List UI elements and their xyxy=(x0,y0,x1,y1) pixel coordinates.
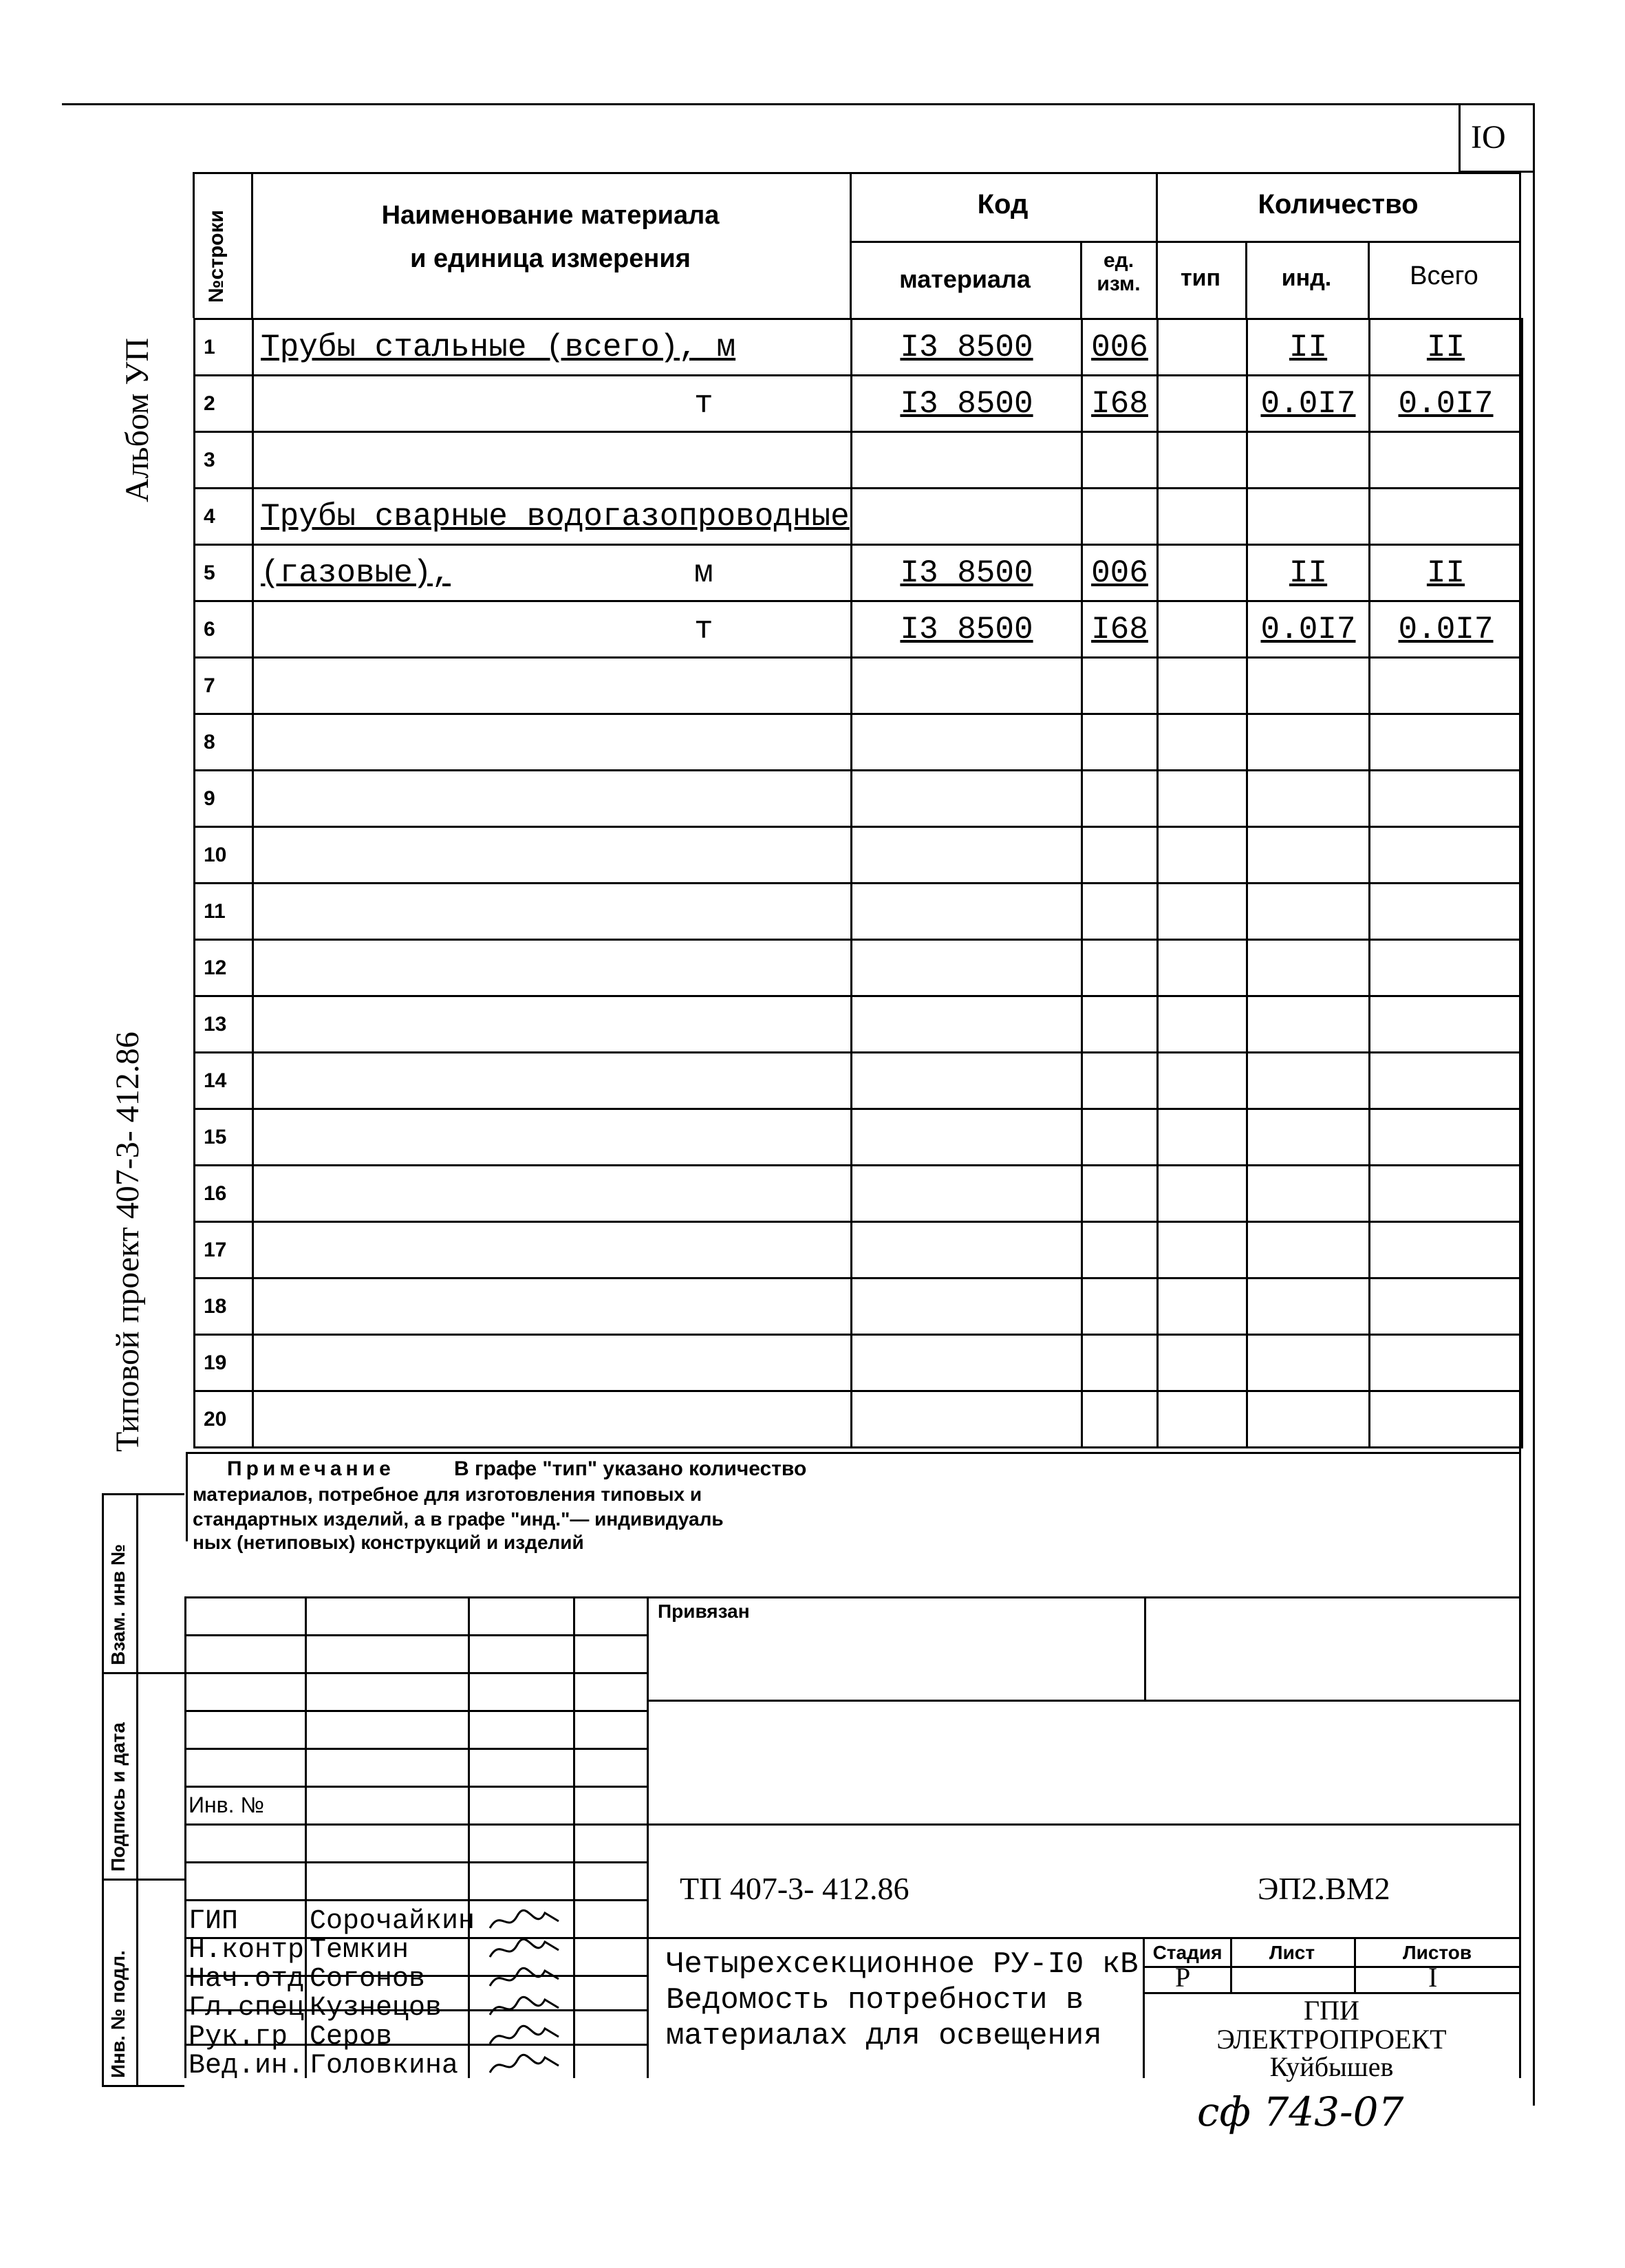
qty-ind-cell xyxy=(1247,940,1370,996)
qty-ind-cell: II xyxy=(1247,319,1370,376)
material-code-cell xyxy=(852,1279,1082,1335)
qty-ind-cell xyxy=(1247,1109,1370,1166)
left-margin-stamp xyxy=(102,1493,184,2085)
qty-total-cell xyxy=(1370,827,1522,884)
unit-code-cell xyxy=(1082,940,1158,996)
sheets-label: Листов xyxy=(1402,1942,1472,1963)
unit-code-cell xyxy=(1082,1109,1158,1166)
qty-total-cell xyxy=(1370,432,1522,489)
material-code-cell: I3 8500 xyxy=(852,319,1082,376)
table-row xyxy=(195,545,1522,601)
handwritten-archive-number: сф 743-07 xyxy=(1197,2088,1404,2135)
qty-type-cell xyxy=(1158,1109,1247,1166)
signatory-name: Сорочайкин xyxy=(310,1906,475,1937)
material-name-cell xyxy=(253,940,852,996)
material-code-cell: I3 8500 xyxy=(852,601,1082,658)
table-row xyxy=(195,1279,1522,1335)
materials-table xyxy=(193,318,1523,1448)
qty-ind-cell xyxy=(1247,1279,1370,1335)
qty-total-cell xyxy=(1370,1391,1522,1448)
row-number-cell: 9 xyxy=(195,771,253,827)
material-code-cell xyxy=(852,996,1082,1053)
unit-code-cell xyxy=(1082,996,1158,1053)
row-number-cell: 8 xyxy=(195,714,253,771)
qty-total-cell xyxy=(1370,1053,1522,1109)
qty-total-cell xyxy=(1370,489,1522,545)
table-row xyxy=(195,1391,1522,1448)
signature-scribble xyxy=(487,2023,563,2051)
qty-total-cell xyxy=(1370,1109,1522,1166)
material-code-cell xyxy=(852,1166,1082,1222)
table-row xyxy=(195,376,1522,432)
qty-type-cell xyxy=(1158,1391,1247,1448)
doc-code: ТП 407-3- 412.86 xyxy=(680,1871,910,1906)
material-name-text xyxy=(254,1007,261,1042)
qty-type-cell xyxy=(1158,1279,1247,1335)
signatory-name: Головкина xyxy=(310,2051,459,2082)
header-code: Код xyxy=(977,189,1029,220)
unit-code-cell xyxy=(1082,1166,1158,1222)
material-name-cell xyxy=(253,1391,852,1448)
row-number-cell: 2 xyxy=(195,376,253,432)
material-code-cell xyxy=(852,884,1082,940)
header-q-total: Всего xyxy=(1410,261,1478,290)
frame-right-outer xyxy=(1533,103,1535,2106)
qty-ind-cell xyxy=(1247,658,1370,714)
qty-type-cell xyxy=(1158,714,1247,771)
material-name-text xyxy=(254,612,261,648)
qty-ind-cell xyxy=(1247,1166,1370,1222)
qty-ind-cell xyxy=(1247,489,1370,545)
qty-total-cell xyxy=(1370,1279,1522,1335)
unit-code-cell: 006 xyxy=(1082,545,1158,601)
material-code-cell xyxy=(852,658,1082,714)
row-number-cell: 4 xyxy=(195,489,253,545)
qty-type-cell xyxy=(1158,545,1247,601)
qty-ind-cell xyxy=(1247,1335,1370,1391)
qty-type-cell xyxy=(1158,996,1247,1053)
signatory-name: Кузнецов xyxy=(310,1993,442,2024)
qty-total-cell xyxy=(1370,1335,1522,1391)
row-number-cell: 7 xyxy=(195,658,253,714)
material-unit-text: м xyxy=(694,555,713,591)
material-name-cell xyxy=(253,601,852,658)
qty-type-cell xyxy=(1158,771,1247,827)
qty-type-cell xyxy=(1158,1166,1247,1222)
signatory-role: Рук.гр xyxy=(189,2022,288,2053)
unit-code-cell xyxy=(1082,1222,1158,1279)
material-name-text xyxy=(254,1402,261,1437)
row-number-cell: 17 xyxy=(195,1222,253,1279)
material-name-cell xyxy=(253,884,852,940)
qty-ind-cell xyxy=(1247,771,1370,827)
stage-label: Стадия xyxy=(1152,1942,1223,1963)
header-row-number: №строки xyxy=(205,210,228,303)
material-name-text xyxy=(254,1289,261,1325)
material-name-cell xyxy=(253,319,852,376)
qty-total-cell xyxy=(1370,658,1522,714)
material-name-cell xyxy=(253,545,852,601)
material-code-cell xyxy=(852,940,1082,996)
material-code-cell: I3 8500 xyxy=(852,545,1082,601)
row-number-cell: 13 xyxy=(195,996,253,1053)
org-line1: ГПИ xyxy=(1304,1995,1359,2026)
table-row xyxy=(195,319,1522,376)
sheet-label: Лист xyxy=(1269,1942,1315,1963)
unit-code-cell xyxy=(1082,658,1158,714)
unit-code-cell xyxy=(1082,432,1158,489)
unit-code-cell xyxy=(1082,714,1158,771)
margin-inv-podl: Инв. № подл. xyxy=(107,1950,129,2078)
material-name-cell xyxy=(253,827,852,884)
qty-total-cell xyxy=(1370,714,1522,771)
row-number-cell: 12 xyxy=(195,940,253,996)
table-row xyxy=(195,1222,1522,1279)
qty-total-cell xyxy=(1370,996,1522,1053)
material-code-cell xyxy=(852,1109,1082,1166)
qty-type-cell xyxy=(1158,601,1247,658)
qty-type-cell xyxy=(1158,884,1247,940)
material-name-text xyxy=(254,442,261,478)
material-name-cell xyxy=(253,1166,852,1222)
material-name-text xyxy=(254,894,261,930)
row-number-cell: 14 xyxy=(195,1053,253,1109)
material-name-cell xyxy=(253,658,852,714)
material-name-cell xyxy=(253,1222,852,1279)
unit-code-cell: I68 xyxy=(1082,376,1158,432)
material-name-cell xyxy=(253,1109,852,1166)
row-number-cell: 3 xyxy=(195,432,253,489)
qty-type-cell xyxy=(1158,319,1247,376)
qty-type-cell xyxy=(1158,1222,1247,1279)
material-code-cell xyxy=(852,1053,1082,1109)
material-code-cell xyxy=(852,771,1082,827)
material-name-cell xyxy=(253,376,852,432)
table-row xyxy=(195,489,1522,545)
qty-type-cell xyxy=(1158,1335,1247,1391)
unit-code-cell xyxy=(1082,1335,1158,1391)
table-row xyxy=(195,658,1522,714)
header-code-material: материала xyxy=(899,265,1031,293)
sheet-number: IO xyxy=(1471,119,1506,156)
material-unit-text: т xyxy=(694,612,713,648)
material-name-text xyxy=(254,668,261,704)
material-name-text xyxy=(254,1232,261,1268)
material-name-text xyxy=(254,950,261,986)
qty-ind-cell xyxy=(1247,1053,1370,1109)
material-name-text: Трубы сварные водогазопроводные xyxy=(261,498,850,535)
material-name-text xyxy=(254,1176,261,1212)
doc-title-line1: Четырехсекционное РУ-I0 кВ xyxy=(666,1947,1139,1982)
qty-total-cell xyxy=(1370,771,1522,827)
row-number-cell: 10 xyxy=(195,827,253,884)
row-number-cell: 1 xyxy=(195,319,253,376)
material-code-cell xyxy=(852,1391,1082,1448)
qty-ind-cell xyxy=(1247,714,1370,771)
signatory-name: Темкин xyxy=(310,1935,409,1966)
table-row xyxy=(195,996,1522,1053)
doc-title-line3: материалах для освещения xyxy=(666,2019,1102,2053)
header-q-ind: инд. xyxy=(1281,265,1332,291)
margin-podpis-data: Подпись и дата xyxy=(107,1722,129,1872)
unit-code-cell xyxy=(1082,771,1158,827)
table-row xyxy=(195,771,1522,827)
note-line4: ных (нетиповых) конструкций и изделий xyxy=(193,1532,584,1553)
material-name-cell xyxy=(253,1335,852,1391)
inv-no-label: Инв. № xyxy=(189,1793,264,1817)
header-name-line2: и единица измерения xyxy=(410,244,691,273)
material-code-cell xyxy=(852,489,1082,545)
material-name-cell xyxy=(253,489,852,545)
row-number-cell: 11 xyxy=(195,884,253,940)
header-name-line1: Наименование материала xyxy=(381,201,720,230)
side-album-label: Альбом УП xyxy=(119,337,155,502)
material-code-cell: I3 8500 xyxy=(852,376,1082,432)
unit-code-cell: I68 xyxy=(1082,601,1158,658)
table-row xyxy=(195,601,1522,658)
qty-ind-cell xyxy=(1247,1391,1370,1448)
material-name-cell xyxy=(253,432,852,489)
material-name-text xyxy=(254,725,261,760)
top-rule xyxy=(62,103,1534,105)
qty-type-cell xyxy=(1158,376,1247,432)
signatory-role: ГИП xyxy=(189,1906,239,1937)
material-unit-text: т xyxy=(694,386,713,422)
privyazan-label: Привязан xyxy=(658,1601,750,1622)
qty-type-cell xyxy=(1158,1053,1247,1109)
material-name-text: Трубы стальные (всего), м xyxy=(261,329,736,365)
doc-title-line2: Ведомость потребности в xyxy=(666,1983,1084,2018)
material-name-text xyxy=(254,1345,261,1381)
sheets-value: I xyxy=(1428,1962,1438,1993)
row-number-cell: 18 xyxy=(195,1279,253,1335)
signatory-name: Серов xyxy=(310,2022,393,2053)
row-number-cell: 5 xyxy=(195,545,253,601)
qty-total-cell xyxy=(1370,884,1522,940)
qty-type-cell xyxy=(1158,658,1247,714)
qty-ind-cell: 0.0I7 xyxy=(1247,601,1370,658)
note-line3: стандартных изделий, а в графе "инд."— индивидуаль xyxy=(193,1508,724,1530)
table-row xyxy=(195,1335,1522,1391)
qty-type-cell xyxy=(1158,827,1247,884)
title-block xyxy=(184,1596,1520,2082)
unit-code-cell xyxy=(1082,1279,1158,1335)
unit-code-cell xyxy=(1082,827,1158,884)
material-name-text xyxy=(254,1063,261,1099)
doc-mark: ЭП2.ВМ2 xyxy=(1258,1871,1390,1906)
material-code-cell xyxy=(852,714,1082,771)
sheet-number-box-left xyxy=(1459,103,1461,172)
note-title: Примечание xyxy=(227,1457,395,1480)
qty-type-cell xyxy=(1158,940,1247,996)
row-number-cell: 16 xyxy=(195,1166,253,1222)
header-quantity: Количество xyxy=(1258,189,1419,220)
signatory-name: Согонов xyxy=(310,1964,426,1995)
margin-vzam-inv: Взам. инв № xyxy=(107,1544,129,1665)
qty-ind-cell xyxy=(1247,884,1370,940)
header-code-unit: ед. изм. xyxy=(1097,249,1141,295)
qty-ind-cell xyxy=(1247,432,1370,489)
signatory-role: Гл.спец xyxy=(189,1993,305,2024)
material-name-text xyxy=(254,837,261,873)
qty-total-cell: II xyxy=(1370,545,1522,601)
qty-type-cell xyxy=(1158,432,1247,489)
note-line2: материалов, потребное для изготовления типовых и xyxy=(193,1484,702,1505)
org-line2: ЭЛЕКТРОПРОЕКТ xyxy=(1216,2024,1447,2055)
header-q-type: тип xyxy=(1180,265,1221,291)
table-row xyxy=(195,714,1522,771)
qty-total-cell: II xyxy=(1370,319,1522,376)
unit-code-cell xyxy=(1082,884,1158,940)
material-code-cell xyxy=(852,827,1082,884)
table-row xyxy=(195,1166,1522,1222)
row-number-cell: 19 xyxy=(195,1335,253,1391)
material-name-text xyxy=(254,1120,261,1155)
material-name-text: (газовые), xyxy=(261,555,451,591)
signature-scribble xyxy=(487,1907,563,1935)
unit-code-cell xyxy=(1082,489,1158,545)
material-name-cell xyxy=(253,714,852,771)
signatory-role: Вед.ин. xyxy=(189,2051,305,2082)
unit-code-cell: 006 xyxy=(1082,319,1158,376)
qty-total-cell xyxy=(1370,940,1522,996)
table-row xyxy=(195,1109,1522,1166)
signatory-role: Н.контр xyxy=(189,1935,305,1966)
qty-total-cell xyxy=(1370,1166,1522,1222)
qty-total-cell: 0.0I7 xyxy=(1370,601,1522,658)
signature-scribble xyxy=(487,1994,563,2022)
qty-ind-cell xyxy=(1247,996,1370,1053)
qty-type-cell xyxy=(1158,489,1247,545)
table-row xyxy=(195,940,1522,996)
table-row xyxy=(195,1053,1522,1109)
main-table-header xyxy=(193,172,1520,318)
qty-ind-cell: 0.0I7 xyxy=(1247,376,1370,432)
signature-scribble xyxy=(487,1936,563,1964)
table-row xyxy=(195,827,1522,884)
signatory-role: Нач.отд xyxy=(189,1964,305,1995)
material-name-text xyxy=(254,781,261,817)
note-block xyxy=(186,1452,1520,1553)
row-number-cell: 15 xyxy=(195,1109,253,1166)
material-code-cell xyxy=(852,432,1082,489)
signature-scribble xyxy=(487,2052,563,2079)
qty-total-cell: 0.0I7 xyxy=(1370,376,1522,432)
side-project-label: Типовой проект 407-3- 412.86 xyxy=(109,1031,146,1452)
unit-code-cell xyxy=(1082,1391,1158,1448)
material-name-cell xyxy=(253,771,852,827)
stage-value: Р xyxy=(1175,1962,1191,1993)
material-code-cell xyxy=(852,1222,1082,1279)
note-line1: В графе "тип" указано количество xyxy=(454,1457,807,1480)
material-code-cell xyxy=(852,1335,1082,1391)
material-name-text xyxy=(254,386,261,422)
unit-code-cell xyxy=(1082,1053,1158,1109)
table-row xyxy=(195,432,1522,489)
qty-ind-cell xyxy=(1247,1222,1370,1279)
qty-ind-cell: II xyxy=(1247,545,1370,601)
qty-total-cell xyxy=(1370,1222,1522,1279)
material-name-cell xyxy=(253,996,852,1053)
row-number-cell: 6 xyxy=(195,601,253,658)
material-name-cell xyxy=(253,1053,852,1109)
signature-scribble xyxy=(487,1965,563,1993)
row-number-cell: 20 xyxy=(195,1391,253,1448)
material-name-cell xyxy=(253,1279,852,1335)
table-row xyxy=(195,884,1522,940)
org-line3: Куйбышев xyxy=(1269,2051,1394,2082)
qty-ind-cell xyxy=(1247,827,1370,884)
